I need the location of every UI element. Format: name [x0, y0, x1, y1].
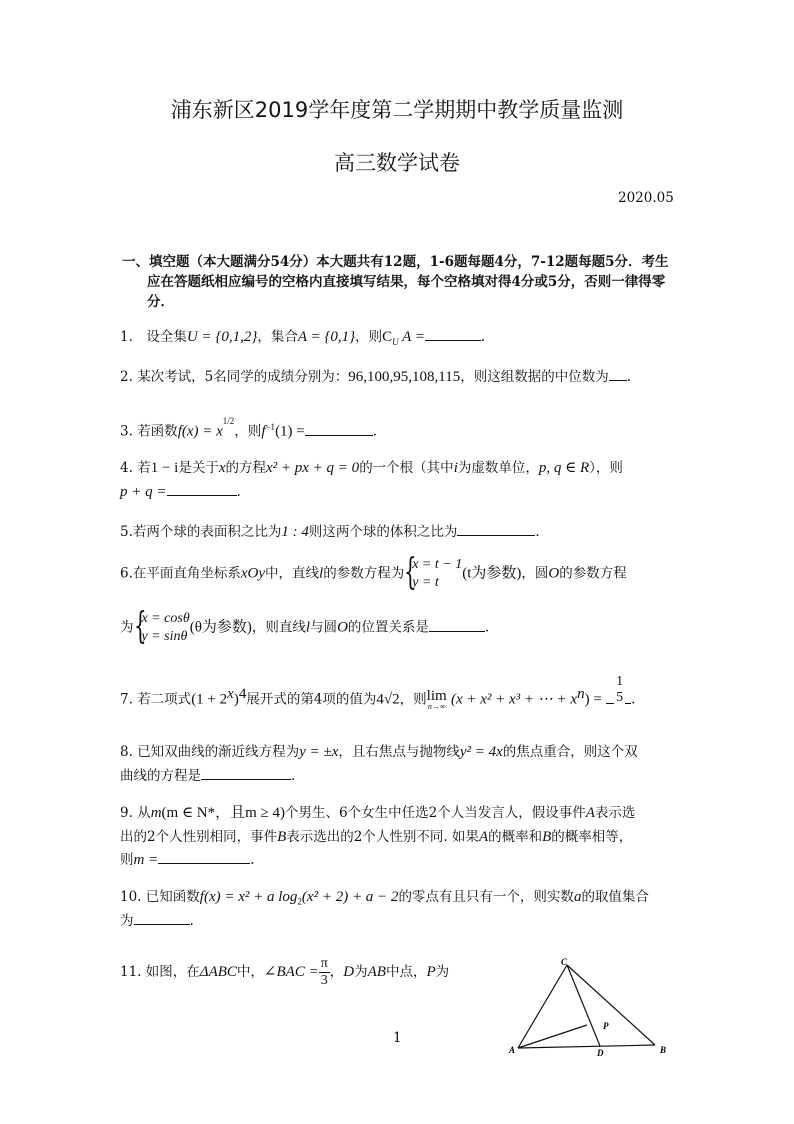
q2-text: 某次考试，5名同学的成绩分别为：	[137, 369, 349, 385]
q6-answer-blank	[429, 618, 485, 632]
q3-number: 3.	[120, 423, 133, 440]
question-2: 2. 某次考试，5名同学的成绩分别为：96,100,95,108,115，则这组数据的中位数为 .	[120, 369, 632, 385]
question-7: 7. 若二项式$(1 + 2^x)^4$展开式的第4项的值为4√2，则 lim n→∞ (x + x² + x³ + ⋯ + $x^n$) = 1 5 .	[120, 674, 636, 711]
q1-number: 1．	[120, 329, 143, 345]
q4-answer-blank	[167, 482, 237, 496]
q4-equation: x² + px + q = 0	[266, 460, 360, 476]
triangle-figure	[505, 955, 675, 1065]
q6-param-note: (t为参数)	[462, 565, 522, 582]
question-10-line2: 为 .	[120, 913, 194, 929]
q8-parabola: y² = 4x	[459, 744, 503, 760]
exam-title: 浦东新区2019学年度第二学期期中教学质量监测	[170, 98, 624, 122]
q1-set-u: U = {0,1,2}	[186, 329, 258, 345]
section-heading-line1: 一、填空题（本大题满分54分）本大题共有12题，1-6题每题4分，7-12题每题5分．考生	[122, 254, 669, 270]
q6-line-equations: { x = t − 1 y = t	[404, 552, 463, 593]
question-1: 1． 设全集U = {0,1,2}，集合A = {0,1}，则$C_U$ A = .	[120, 329, 486, 347]
label-d: D	[597, 1048, 604, 1058]
q3-exponent: 1/2	[222, 416, 235, 426]
q1-text: ，则	[355, 329, 383, 345]
q6-number: 6.	[120, 565, 133, 582]
q2-data: 96,100,95,108,115	[348, 369, 461, 385]
segment-ap	[518, 1025, 587, 1048]
label-c: C	[561, 957, 568, 967]
q5-ratio: 1 : 4	[281, 524, 309, 540]
question-9-line3: 则m = .	[120, 852, 255, 868]
q3-text: ，则	[234, 423, 262, 440]
q3-function: f(x) = x	[177, 423, 223, 440]
question-4: 4. 若1 − i是关于x的方程x² + px + q = 0的一个根（其中i为虚数单位，p, q ∈ R），则	[120, 460, 623, 476]
q9-condition: (m ∈ N*，且m ≥ 4)	[161, 805, 286, 821]
question-8-line2: 曲线的方程是 .	[120, 768, 296, 784]
q5-number: 5.	[120, 524, 133, 540]
q3-answer-blank	[305, 422, 373, 436]
question-10: 10. 已知函数f(x) = x² + a $\log_2(x^2 + 2) + a - 2$的零点有且只有一个，则实数a的取值集合	[120, 889, 649, 907]
page-number: 1	[393, 1030, 402, 1046]
q3-text: 若函数	[137, 423, 178, 440]
q10-answer-blank	[134, 911, 190, 925]
side-bc	[567, 965, 655, 1045]
label-b: B	[660, 1045, 667, 1055]
question-5: 5.若两个球的表面积之比为1 : 4则这两个球的体积之比为 .	[120, 524, 540, 540]
question-4-line2: p + q = .	[120, 484, 241, 500]
section-heading-line3: 分．	[147, 294, 174, 310]
question-11: 11. 如图，在ΔABC中，∠BAC = $\frac{\pi}{3}$ ，D为AB中点，P为	[120, 956, 450, 988]
q11-angle: ∠BAC =	[263, 964, 319, 980]
q11-triangle: ΔABC	[199, 964, 237, 980]
question-3: 3. 若函数$f(x) = x^{1/2}$，则$f^{-1}(1)$ = .	[120, 416, 378, 440]
question-6: 6.在平面直角坐标系xOy中，直线l的参数方程为 { x = t − 1 y = t (t为参数)，圆O的参数方程	[120, 552, 627, 593]
q11-number: 11.	[120, 964, 142, 980]
q1-text: ，集合	[257, 329, 298, 345]
q3-inverse: f	[261, 423, 266, 440]
question-9-line2: 出的2个人性别相同，事件B表示选出的2个人性别不同. 如果A的概率和B的概率相等，	[120, 829, 633, 845]
q6-circle-equations: { x = cosθ y = sinθ	[133, 606, 190, 647]
label-p: P	[603, 1021, 609, 1031]
q1-text: 设全集	[146, 329, 187, 345]
q9-number: 9.	[120, 805, 133, 821]
q10-number: 10.	[120, 889, 142, 905]
q11-pi-over-3: $\frac{\pi}{3}$	[320, 956, 328, 988]
q5-answer-blank	[457, 522, 535, 536]
label-a: A	[509, 1045, 516, 1055]
q8-asymptote: y = ±x	[299, 744, 339, 760]
q7-value: 4√2	[376, 691, 400, 708]
q4-root: 1 − i	[150, 460, 179, 476]
question-6-line2: 为 { x = cosθ y = sinθ (θ为参数)，则直线l与圆O的位置关系是 .	[120, 606, 490, 647]
q8-answer-blank	[201, 766, 291, 780]
q7-answer: 1 5	[616, 674, 624, 705]
q7-series: (x + x² + x³ + ⋯ + x	[450, 691, 578, 708]
q8-number: 8.	[120, 744, 133, 760]
exam-date: 2020.05	[618, 190, 674, 206]
question-9: 9. 从m(m ∈ N*，且m ≥ 4)个男生、6个女生中任选2个人当发言人，假设事件A表示选	[120, 805, 636, 821]
exam-subtitle: 高三数学试卷	[334, 151, 460, 175]
q7-limit: lim n→∞	[426, 688, 447, 711]
q2-text: ，则这组数据的中位数为	[460, 369, 609, 385]
q9-answer-blank	[158, 850, 250, 864]
q2-answer-blank	[609, 367, 627, 381]
q10-function: f(x) = x² + a log	[199, 889, 298, 905]
side-ab	[518, 1045, 655, 1048]
q1-set-a: A = {0,1}	[297, 329, 356, 345]
section-heading-line2: 应在答题纸相应编号的空格内直接填写结果，每个空格填对得4分或5分，否则一律得零	[147, 274, 666, 290]
q7-number: 7.	[120, 691, 133, 708]
q1-complement: $C_U$ A =	[382, 329, 425, 347]
side-ac	[518, 965, 567, 1048]
q1-answer-blank	[425, 327, 481, 341]
q4-number: 4.	[120, 460, 133, 476]
q2-number: 2.	[120, 369, 133, 385]
question-8: 8. 已知双曲线的渐近线方程为y = ±x，且右焦点与抛物线y² = 4x的焦点重合，则这个双	[120, 744, 638, 760]
median-cd	[567, 965, 600, 1046]
